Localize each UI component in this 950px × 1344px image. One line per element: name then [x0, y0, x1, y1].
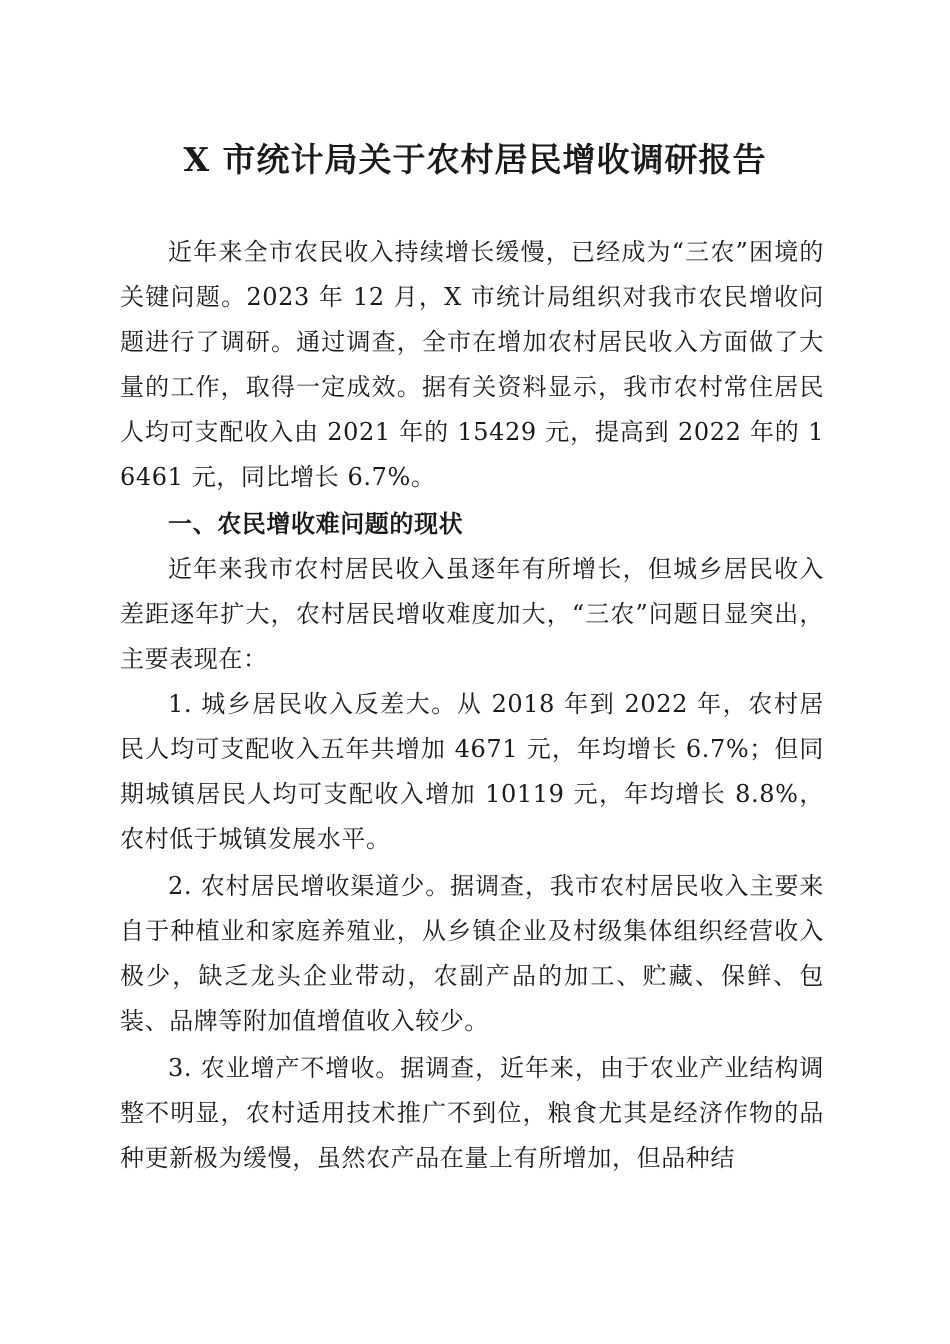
paragraph-intro: 近年来全市农民收入持续增长缓慢，已经成为“三农”困境的关键问题。2023 年 12 月，X 市统计局组织对我市农民增收问题进行了调研。通过调查，全市在增加农村居民收入方面做了大量的工作，取得一定成效。据有关资料显示，我市农村常住居民人均可支配收入由 2021 年的 15429 元，提高到 2022 年的 16461 元，同比增长 6.7%。 — [120, 238, 824, 491]
paragraph-section-intro: 近年来我市农村居民收入虽逐年有所增长，但城乡居民收入差距逐年扩大，农村居民增收难度加大，“三农”问题日显突出，主要表现在： — [120, 555, 824, 673]
paragraph-point-3: 3. 农业增产不增收。据调查，近年来，由于农业产业结构调整不明显，农村适用技术推广不到位，粮食尤其是经济作物的品种更新极为缓慢，虽然农产品在量上有所增加，但品种结 — [120, 1054, 824, 1172]
section-heading: 一、农民增收难问题的现状 — [168, 510, 464, 538]
document-body — [120, 230, 824, 1181]
document-title: X 市统计局关于农村居民增收调研报告 — [183, 140, 767, 179]
paragraph-point-2: 2. 农村居民增收渠道少。据调查，我市农村居民收入主要来自于种植业和家庭养殖业，从乡镇企业及村级集体组织经营收入极少，缺乏龙头企业带动，农副产品的加工、贮藏、保鲜、包装、品牌等附加值增值收入较少。 — [120, 872, 824, 1035]
paragraph-point-1: 1. 城乡居民收入反差大。从 2018 年到 2022 年，农村居民人均可支配收入五年共增加 4671 元，年均增长 6.7%；但同期城镇居民人均可支配收入增加 10119 元，年均增长 8.8%，农村低于城镇发展水平。 — [120, 690, 824, 853]
